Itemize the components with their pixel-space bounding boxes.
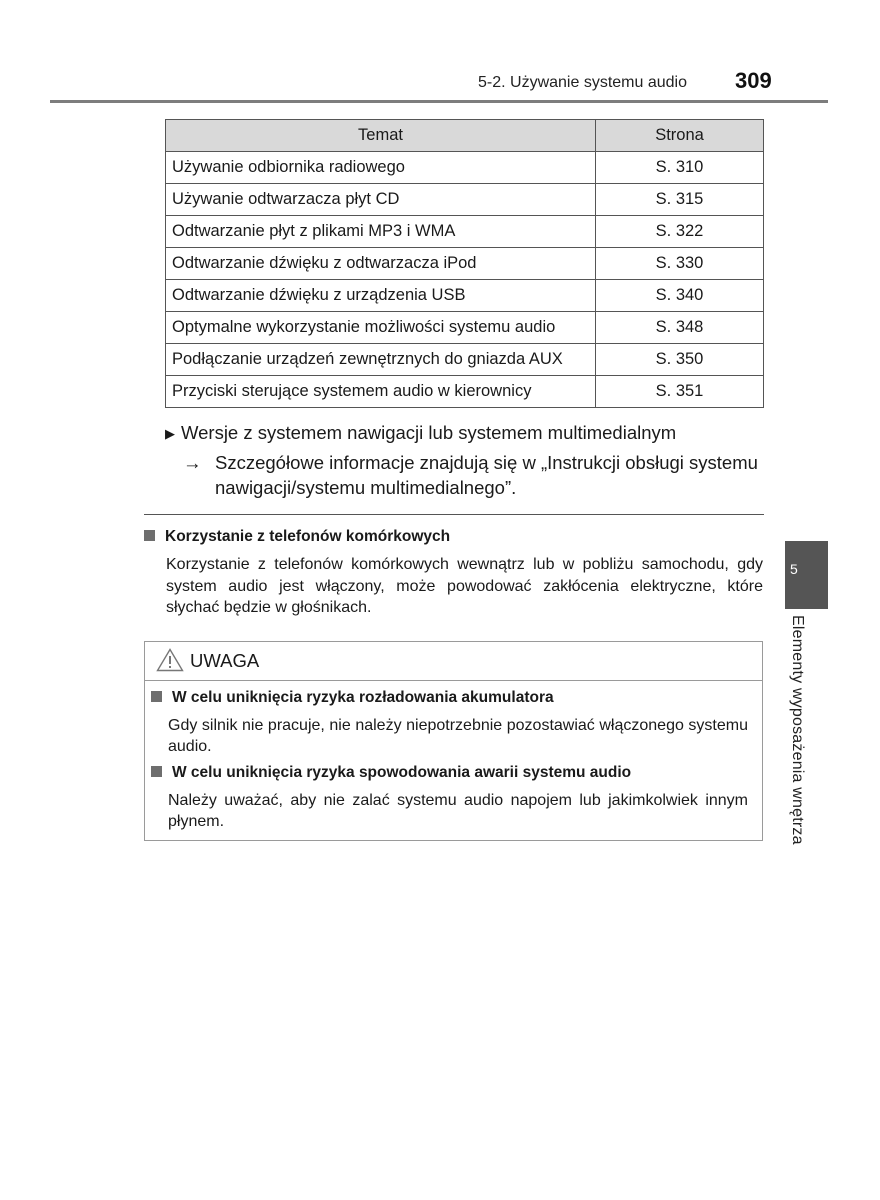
table-row [166, 248, 764, 280]
chapter-tab [785, 541, 828, 609]
topic-cell: Używanie odtwarzacza płyt CD [166, 184, 596, 216]
table-row [166, 376, 764, 408]
mobile-section-title: Korzystanie z telefonów komórkowych [165, 528, 451, 545]
warning-item-title: W celu uniknięcia ryzyka spowodowania awarii systemu audio [151, 764, 631, 782]
table-row [166, 152, 764, 184]
topic-cell: Odtwarzanie płyt z plikami MP3 i WMA [166, 216, 596, 248]
topic-cell: Używanie odbiornika radiowego [166, 152, 596, 184]
topic-cell: Odtwarzanie dźwięku z odtwarzacza iPod [166, 248, 596, 280]
page-cell: S. 315 [596, 184, 764, 216]
variant-note [165, 422, 676, 444]
page-cell: S. 350 [596, 344, 764, 376]
variant-reference [183, 450, 773, 500]
topic-cell: Przyciski sterujące systemem audio w kierownicy [166, 376, 596, 408]
topic-cell: Odtwarzanie dźwięku z urządzenia USB [166, 280, 596, 312]
warning-triangle-icon [156, 648, 184, 677]
square-bullet-icon [144, 530, 155, 541]
table-row [166, 344, 764, 376]
chapter-number: 5 [790, 561, 798, 577]
warning-item-body: Należy uważać, aby nie zalać systemu audio napojem lub jakimkolwiek innym płynem. [168, 792, 748, 830]
header-section-title: 5-2. Używanie systemu audio [478, 74, 687, 91]
table-header-row [166, 120, 764, 152]
column-header-topic: Temat [166, 120, 596, 152]
warning-item-body: Gdy silnik nie pracuje, nie należy niepotrzebnie pozostawiać włączonego systemu audio. [168, 717, 748, 755]
page-cell: S. 351 [596, 376, 764, 408]
topics-table [165, 119, 764, 408]
section-divider [144, 514, 764, 515]
variant-reference-text: Szczegółowe informacje znajdują się w „Instrukcji obsługi systemu nawigacji/systemu multimedialnego”. [215, 452, 758, 498]
table-row [166, 312, 764, 344]
chapter-title: Elementy wyposażenia wnętrza [789, 615, 806, 845]
table-row [166, 216, 764, 248]
mobile-section-body: Korzystanie z telefonów komórkowych wewnątrz lub w pobliżu samochodu, gdy system audio jest włączony, może powodować zakłócenia elektryczne, które słychać będzie w głośnikach. [166, 556, 763, 616]
page-cell: S. 340 [596, 280, 764, 312]
page-cell: S. 348 [596, 312, 764, 344]
square-bullet-icon [151, 766, 162, 777]
table-row [166, 280, 764, 312]
mobile-section-heading [144, 528, 450, 546]
triangle-bullet-icon: ▶ [165, 426, 175, 441]
topic-cell: Optymalne wykorzystanie możliwości systemu audio [166, 312, 596, 344]
table-row [166, 184, 764, 216]
warning-item-title: W celu uniknięcia ryzyka rozładowania akumulatora [151, 689, 554, 707]
warning-title: UWAGA [190, 650, 260, 671]
variant-label: Wersje z systemem nawigacji lub systemem multimedialnym [181, 422, 677, 443]
column-header-page: Strona [596, 120, 764, 152]
topic-cell: Podłączanie urządzeń zewnętrznych do gniazda AUX [166, 344, 596, 376]
page-cell: S. 310 [596, 152, 764, 184]
square-bullet-icon [151, 691, 162, 702]
header-divider [50, 100, 828, 103]
warning-box [144, 641, 763, 841]
warning-header [145, 642, 762, 681]
page-cell: S. 330 [596, 248, 764, 280]
page-cell: S. 322 [596, 216, 764, 248]
page-number: 309 [735, 68, 772, 93]
arrow-right-icon: → [183, 452, 202, 473]
